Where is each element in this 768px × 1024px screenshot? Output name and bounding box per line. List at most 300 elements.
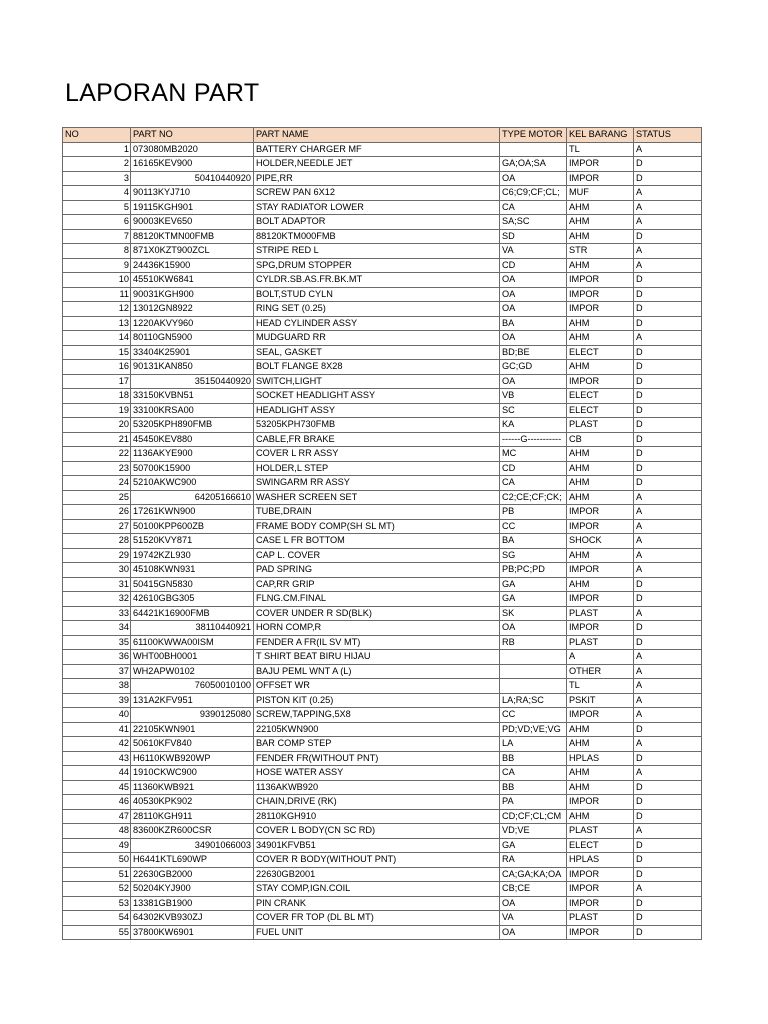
cell-status: A [634,534,702,549]
cell-part-no: 5210AKWC900 [131,476,254,491]
cell-part-no: 90113KYJ710 [131,186,254,201]
cell-part-no: 64421K16900FMB [131,606,254,621]
cell-kel-barang: PLAST [567,911,634,926]
table-row [63,316,702,331]
table-row [63,200,702,215]
cell-part-no: 50610KFV840 [131,737,254,752]
table-row [63,664,702,679]
cell-part-name: BOLT FLANGE 8X28 [254,360,500,375]
cell-no: 44 [63,766,131,781]
cell-status: A [634,563,702,578]
cell-part-name: CYLDR.SB.AS.FR.BK.MT [254,273,500,288]
cell-part-name: HOSE WATER ASSY [254,766,500,781]
cell-type-motor: KA [500,418,567,433]
cell-kel-barang: IMPOR [567,867,634,882]
cell-type-motor [500,142,567,157]
cell-no: 55 [63,925,131,940]
cell-status: D [634,273,702,288]
cell-part-no: 51520KVY871 [131,534,254,549]
cell-kel-barang: IMPOR [567,302,634,317]
cell-type-motor [500,650,567,665]
cell-status: D [634,635,702,650]
cell-no: 35 [63,635,131,650]
cell-part-name: SOCKET HEADLIGHT ASSY [254,389,500,404]
cell-no: 14 [63,331,131,346]
cell-no: 48 [63,824,131,839]
table-row [63,795,702,810]
cell-kel-barang: AHM [567,548,634,563]
cell-status: D [634,171,702,186]
cell-part-no: 24436K15900 [131,258,254,273]
cell-part-name: SWINGARM RR ASSY [254,476,500,491]
cell-type-motor: CC [500,708,567,723]
cell-status: D [634,418,702,433]
cell-no: 26 [63,505,131,520]
table-row [63,780,702,795]
cell-status: D [634,157,702,172]
cell-part-name: PAD SPRING [254,563,500,578]
table-row [63,737,702,752]
cell-status: A [634,737,702,752]
cell-no: 51 [63,867,131,882]
table-row [63,925,702,940]
cell-part-no: 19115KGH901 [131,200,254,215]
col-header-no: NO [63,128,131,143]
cell-type-motor: BB [500,751,567,766]
cell-part-name: FENDER A FR(IL SV MT) [254,635,500,650]
cell-type-motor: BD;BE [500,345,567,360]
cell-part-name: 34901KFVB51 [254,838,500,853]
cell-part-name: BOLT,STUD CYLN [254,287,500,302]
cell-kel-barang: OTHER [567,664,634,679]
table-row [63,751,702,766]
cell-no: 30 [63,563,131,578]
cell-kel-barang: AHM [567,461,634,476]
cell-type-motor: OA [500,925,567,940]
cell-no: 1 [63,142,131,157]
table-row [63,432,702,447]
cell-type-motor: OA [500,331,567,346]
cell-part-name: FENDER FR(WITHOUT PNT) [254,751,500,766]
table-row [63,824,702,839]
cell-no: 28 [63,534,131,549]
table-row [63,563,702,578]
cell-type-motor: GA [500,838,567,853]
cell-part-no: 40530KPK902 [131,795,254,810]
cell-type-motor: PB;PC;PD [500,563,567,578]
cell-no: 34 [63,621,131,636]
cell-type-motor: BA [500,316,567,331]
cell-no: 13 [63,316,131,331]
cell-kel-barang: IMPOR [567,896,634,911]
cell-status: A [634,186,702,201]
cell-part-name: SWITCH,LIGHT [254,374,500,389]
cell-no: 38 [63,679,131,694]
table-row [63,273,702,288]
cell-part-no: 88120KTMN00FMB [131,229,254,244]
cell-part-no: 13012GN8922 [131,302,254,317]
cell-kel-barang: IMPOR [567,157,634,172]
cell-status: D [634,911,702,926]
col-header-status: STATUS [634,128,702,143]
table-row [63,418,702,433]
header-row [63,128,702,143]
cell-no: 49 [63,838,131,853]
cell-no: 36 [63,650,131,665]
table-row [63,679,702,694]
cell-type-motor: GC;GD [500,360,567,375]
cell-kel-barang: AHM [567,229,634,244]
cell-no: 31 [63,577,131,592]
table-row [63,186,702,201]
cell-no: 24 [63,476,131,491]
cell-type-motor: VD;VE [500,824,567,839]
cell-type-motor: SC [500,403,567,418]
cell-no: 12 [63,302,131,317]
cell-kel-barang: PLAST [567,606,634,621]
cell-kel-barang: CB [567,432,634,447]
cell-part-name: 88120KTM000FMB [254,229,500,244]
cell-no: 25 [63,490,131,505]
parts-table [62,127,702,940]
cell-type-motor: SG [500,548,567,563]
cell-part-no: 53205KPH890FMB [131,418,254,433]
cell-type-motor: MC [500,447,567,462]
cell-part-name: PIPE,RR [254,171,500,186]
cell-no: 16 [63,360,131,375]
cell-part-no: 90131KAN850 [131,360,254,375]
table-row [63,505,702,520]
cell-status: A [634,142,702,157]
cell-part-name: BATTERY CHARGER MF [254,142,500,157]
table-row [63,896,702,911]
cell-part-no: 28110KGH911 [131,809,254,824]
cell-status: A [634,200,702,215]
table-row [63,490,702,505]
cell-no: 42 [63,737,131,752]
cell-no: 52 [63,882,131,897]
col-header-part-no: PART NO [131,128,254,143]
cell-part-name: CABLE,FR BRAKE [254,432,500,447]
cell-part-no: 19742KZL930 [131,548,254,563]
cell-type-motor: GA;OA;SA [500,157,567,172]
cell-kel-barang: AHM [567,215,634,230]
cell-kel-barang: IMPOR [567,592,634,607]
cell-status: A [634,505,702,520]
cell-status: D [634,389,702,404]
table-row [63,215,702,230]
cell-part-name: HEADLIGHT ASSY [254,403,500,418]
cell-no: 6 [63,215,131,230]
cell-part-no: 50415GN5830 [131,577,254,592]
cell-status: D [634,780,702,795]
table-row [63,229,702,244]
table-row [63,258,702,273]
cell-part-no: 61100KWWA00ISM [131,635,254,650]
cell-part-no: 50100KPP600ZB [131,519,254,534]
table-row [63,447,702,462]
cell-part-name: FLNG.CM.FINAL [254,592,500,607]
cell-status: A [634,258,702,273]
cell-type-motor: PD;VD;VE;VG [500,722,567,737]
cell-kel-barang: PLAST [567,418,634,433]
col-header-kel-barang: KEL BARANG [567,128,634,143]
cell-status: A [634,650,702,665]
cell-part-name: 1136AKWB920 [254,780,500,795]
table-row [63,838,702,853]
cell-part-no: 17261KWN900 [131,505,254,520]
cell-part-no: 33150KVBN51 [131,389,254,404]
cell-no: 29 [63,548,131,563]
cell-status: D [634,403,702,418]
table-row [63,534,702,549]
cell-part-no: 38110440921 [131,621,254,636]
cell-part-name: SEAL, GASKET [254,345,500,360]
cell-kel-barang: AHM [567,737,634,752]
cell-status: D [634,896,702,911]
cell-no: 40 [63,708,131,723]
cell-kel-barang: IMPOR [567,505,634,520]
cell-part-no: 90003KEV650 [131,215,254,230]
cell-kel-barang: A [567,650,634,665]
cell-kel-barang: IMPOR [567,287,634,302]
cell-part-no: 50700K15900 [131,461,254,476]
cell-kel-barang: MUF [567,186,634,201]
cell-type-motor: CD;CF;CL;CM [500,809,567,824]
cell-no: 39 [63,693,131,708]
table-row [63,360,702,375]
cell-kel-barang: AHM [567,766,634,781]
cell-kel-barang: ELECT [567,403,634,418]
cell-part-name: STAY RADIATOR LOWER [254,200,500,215]
cell-kel-barang: ELECT [567,345,634,360]
cell-part-no: 33404K25901 [131,345,254,360]
cell-status: A [634,490,702,505]
cell-kel-barang: IMPOR [567,563,634,578]
cell-part-name: T SHIRT BEAT BIRU HIJAU [254,650,500,665]
cell-status: A [634,882,702,897]
cell-no: 21 [63,432,131,447]
cell-part-name: TUBE,DRAIN [254,505,500,520]
cell-part-name: COVER FR TOP (DL BL MT) [254,911,500,926]
cell-no: 4 [63,186,131,201]
cell-no: 45 [63,780,131,795]
cell-part-name: HOLDER,L STEP [254,461,500,476]
cell-status: A [634,766,702,781]
cell-type-motor: VB [500,389,567,404]
cell-part-no: 22630GB2000 [131,867,254,882]
cell-part-name: COVER R BODY(WITHOUT PNT) [254,853,500,868]
cell-no: 46 [63,795,131,810]
cell-type-motor: C2;CE;CF;CK; [500,490,567,505]
cell-status: D [634,867,702,882]
table-row [63,345,702,360]
cell-no: 5 [63,200,131,215]
cell-part-name: 22630GB2001 [254,867,500,882]
cell-type-motor: OA [500,374,567,389]
cell-part-name: PISTON KIT (0.25) [254,693,500,708]
cell-part-no: 45510KW6841 [131,273,254,288]
table-row [63,476,702,491]
cell-status: D [634,447,702,462]
cell-part-name: HOLDER,NEEDLE JET [254,157,500,172]
cell-status: D [634,751,702,766]
cell-no: 7 [63,229,131,244]
cell-kel-barang: AHM [567,331,634,346]
cell-type-motor: CD [500,461,567,476]
cell-kel-barang: PLAST [567,824,634,839]
cell-part-name: RING SET (0.25) [254,302,500,317]
cell-status: A [634,215,702,230]
cell-part-name: OFFSET WR [254,679,500,694]
table-row [63,461,702,476]
cell-status: A [634,331,702,346]
table-row [63,244,702,259]
table-row [63,621,702,636]
cell-part-no: 64205166610 [131,490,254,505]
cell-part-name: SCREW PAN 6X12 [254,186,500,201]
cell-status: A [634,606,702,621]
cell-status: D [634,316,702,331]
table-row [63,635,702,650]
table-row [63,577,702,592]
cell-no: 47 [63,809,131,824]
cell-no: 17 [63,374,131,389]
cell-no: 22 [63,447,131,462]
cell-type-motor [500,664,567,679]
cell-status: D [634,925,702,940]
cell-type-motor: CA;GA;KA;OA [500,867,567,882]
cell-no: 41 [63,722,131,737]
cell-status: D [634,853,702,868]
cell-no: 43 [63,751,131,766]
cell-type-motor: PB [500,505,567,520]
table-row [63,519,702,534]
cell-part-no: H6110KWB920WP [131,751,254,766]
cell-part-name: COVER UNDER R SD(BLK) [254,606,500,621]
cell-no: 27 [63,519,131,534]
cell-part-name: BAJU PEML WNT A (L) [254,664,500,679]
cell-part-no: 13381GB1900 [131,896,254,911]
cell-no: 3 [63,171,131,186]
cell-part-no: 50410440920 [131,171,254,186]
cell-type-motor: CB;CE [500,882,567,897]
cell-kel-barang: AHM [567,490,634,505]
cell-part-no: WHT00BH0001 [131,650,254,665]
cell-status: D [634,476,702,491]
cell-part-name: HORN COMP,R [254,621,500,636]
cell-status: D [634,345,702,360]
cell-no: 53 [63,896,131,911]
cell-status: D [634,795,702,810]
cell-part-no: 9390125080 [131,708,254,723]
cell-part-no: 64302KVB930ZJ [131,911,254,926]
cell-status: D [634,374,702,389]
cell-part-name: CAP,RR GRIP [254,577,500,592]
cell-part-name: 53205KPH730FMB [254,418,500,433]
cell-type-motor: SK [500,606,567,621]
cell-part-no: 1136AKYE900 [131,447,254,462]
table-row [63,867,702,882]
page-title: LAPORAN PART [65,79,260,107]
col-header-type-motor: TYPE MOTOR [500,128,567,143]
cell-status: D [634,621,702,636]
cell-kel-barang: TL [567,679,634,694]
cell-part-name: CASE L FR BOTTOM [254,534,500,549]
cell-part-no: 16165KEV900 [131,157,254,172]
cell-part-no: 1910CKWC900 [131,766,254,781]
cell-kel-barang: IMPOR [567,171,634,186]
cell-type-motor: VA [500,911,567,926]
cell-status: A [634,664,702,679]
cell-no: 18 [63,389,131,404]
table-row [63,911,702,926]
table-row [63,693,702,708]
cell-part-no: 35150440920 [131,374,254,389]
cell-part-name: SPG,DRUM STOPPER [254,258,500,273]
cell-part-name: CAP L. COVER [254,548,500,563]
cell-part-no: 22105KWN901 [131,722,254,737]
cell-part-no: 42610GBG305 [131,592,254,607]
table-row [63,853,702,868]
cell-type-motor: RA [500,853,567,868]
cell-part-name: 22105KWN900 [254,722,500,737]
cell-type-motor: OA [500,287,567,302]
cell-status: D [634,461,702,476]
cell-kel-barang: SHOCK [567,534,634,549]
cell-status: A [634,824,702,839]
table-row [63,592,702,607]
cell-kel-barang: AHM [567,780,634,795]
cell-kel-barang: AHM [567,577,634,592]
cell-kel-barang: IMPOR [567,621,634,636]
cell-type-motor: OA [500,273,567,288]
cell-no: 11 [63,287,131,302]
cell-part-no: 1220AKVY960 [131,316,254,331]
table-row [63,548,702,563]
cell-type-motor: OA [500,896,567,911]
cell-type-motor: LA [500,737,567,752]
cell-kel-barang: HPLAS [567,751,634,766]
cell-type-motor: CA [500,766,567,781]
table-row [63,708,702,723]
cell-status: A [634,519,702,534]
table-row [63,882,702,897]
cell-status: D [634,592,702,607]
table-row [63,374,702,389]
cell-type-motor: CA [500,476,567,491]
cell-kel-barang: ELECT [567,838,634,853]
cell-part-no: 33100KRSA00 [131,403,254,418]
cell-type-motor: OA [500,302,567,317]
cell-part-no: 90031KGH900 [131,287,254,302]
table-row [63,650,702,665]
cell-status: D [634,229,702,244]
table-row [63,722,702,737]
cell-type-motor: CD [500,258,567,273]
cell-type-motor: OA [500,621,567,636]
cell-type-motor [500,679,567,694]
cell-kel-barang: AHM [567,809,634,824]
cell-part-name: FUEL UNIT [254,925,500,940]
cell-part-no: 073080MB2020 [131,142,254,157]
cell-kel-barang: AHM [567,476,634,491]
cell-no: 10 [63,273,131,288]
cell-no: 19 [63,403,131,418]
cell-type-motor: GA [500,592,567,607]
cell-no: 2 [63,157,131,172]
cell-no: 9 [63,258,131,273]
